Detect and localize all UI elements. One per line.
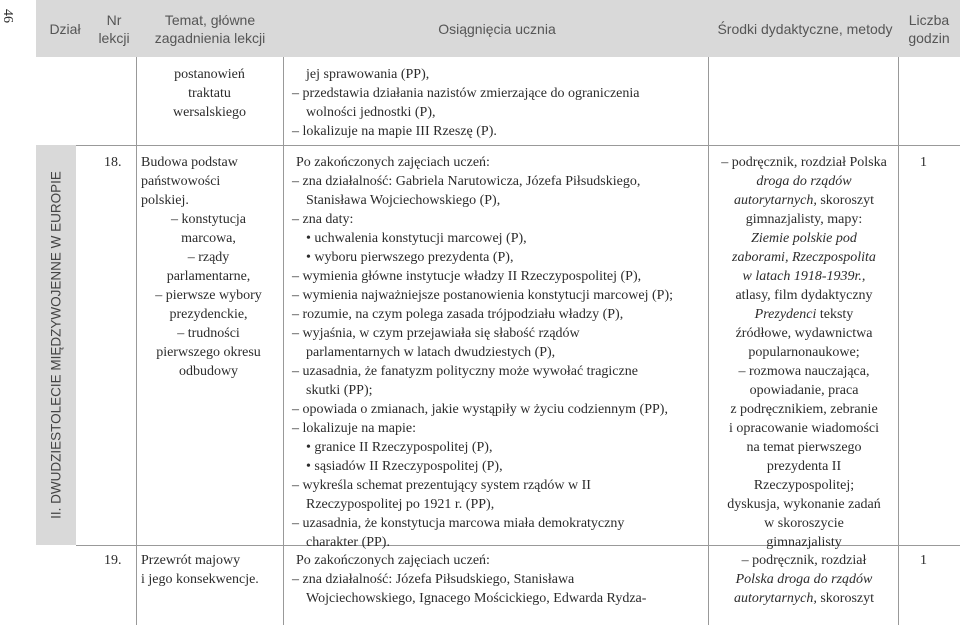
header-nr: Nr lekcji	[98, 11, 130, 46]
header-temat: Temat, główne zagadnienia lekcji	[154, 11, 266, 46]
header-srodki: Środki dydaktyczne, metody	[717, 20, 893, 37]
row-1-temat: Budowa podstaw państwowości polskiej. – konstytucja marcowa, – rządy parlamentarne, – pierwsze wybory prezydenckie, – trudności pierwszego okresu odbudowy	[141, 155, 262, 379]
row-2-godziny: 1	[920, 553, 927, 568]
row-2-srodki: – podręcznik, rozdział Polska droga do rządów autorytarnych, skoroszyt	[734, 553, 874, 606]
header-liczba: Liczba godzin	[908, 11, 950, 46]
row-1-srodki: – podręcznik, rozdział Polska droga do rządów autorytarnych, skoroszyt gimnazjalisty, mapy: Ziemie polskie pod zaborami, Rzeczpospolita w latach 1918-1939r., atlasy, film dydaktyczny Prezydenci teksty źródłowe, wydawnictwa popularnonaukowe; – rozmowa nauczająca, opowiadanie, praca z podręcznikiem, zebranie i opracowanie wiadomości na temat pierwszego prezydenta II Rzeczypospolitej; dyskusja, wykonanie zadań w skoroszycie gimnazjalisty	[721, 155, 887, 550]
section-band	[36, 145, 76, 545]
row-1-osiagniecia: Po zakończonych zajęciach uczeń: – zna działalność: Gabriela Narutowicza, Józefa Piłsudskiego, Stanisława Wojciechowskiego (P), – zna daty: • uchwalenia konstytucji marcowej (P), • wyboru pierwszego prezydenta (P), – wymienia główne instytucje władzy II Rzeczypospolitej (P), – wymienia najważniejsze postanowienia konstytucji marcowej (P); – rozumie, na czym polega zasada trójpodziału władzy (P), – wyjaśnia, w czym przejawiała się słabość rządów parlamentarnych w latach dwudziestych (P), – uzasadnia, że fanatyzm polityczny może wywołać tragiczne skutki (PP); – opowiada o zmianach, jakie wystąpiły w życiu codziennym (PP), – lokalizuje na mapie: • granice II Rzeczypospolitej (P), • sąsiadów II Rzeczypospolitej (P), – wykreśla schemat prezentujący system rządów w II Rzeczypospolitej po 1921 r. (PP), – uzasadnia, że konstytucja marcowa miała demokratyczny charakter (PP).	[292, 155, 674, 550]
header-dzial: Dział	[49, 20, 81, 37]
row-0-temat: postanowień traktatu wersalskiego	[172, 67, 247, 120]
row-2-nr: 19.	[104, 553, 122, 568]
row-0-osiagniecia: jej sprawowania (PP), – przedstawia działania nazistów zmierzające do ograniczenia wolności jednostki (P), – lokalizuje na mapie III Rzeszę (P).	[292, 67, 640, 139]
table-header	[36, 0, 960, 57]
column-divider	[283, 57, 284, 625]
row-2-osiagniecia: Po zakończonych zajęciach uczeń: – zna działalność: Józefa Piłsudskiego, Stanisława Wojciechowskiego, Ignacego Mościckiego, Edwarda Rydza-	[292, 553, 647, 606]
row-2-temat: Przewrót majowy i jego konsekwencje.	[141, 553, 259, 587]
column-divider	[708, 57, 709, 625]
row-1-nr: 18.	[104, 155, 122, 170]
page-number: 46	[0, 9, 15, 23]
row-divider	[76, 145, 960, 146]
row-1-godziny: 1	[920, 155, 927, 170]
header-osiagniecia: Osiągnięcia ucznia	[438, 20, 556, 37]
column-divider	[898, 57, 899, 625]
section-label: II. DWUDZIESTOLECIE MIĘDZYWOJENNE W EUROPIE	[48, 171, 64, 519]
